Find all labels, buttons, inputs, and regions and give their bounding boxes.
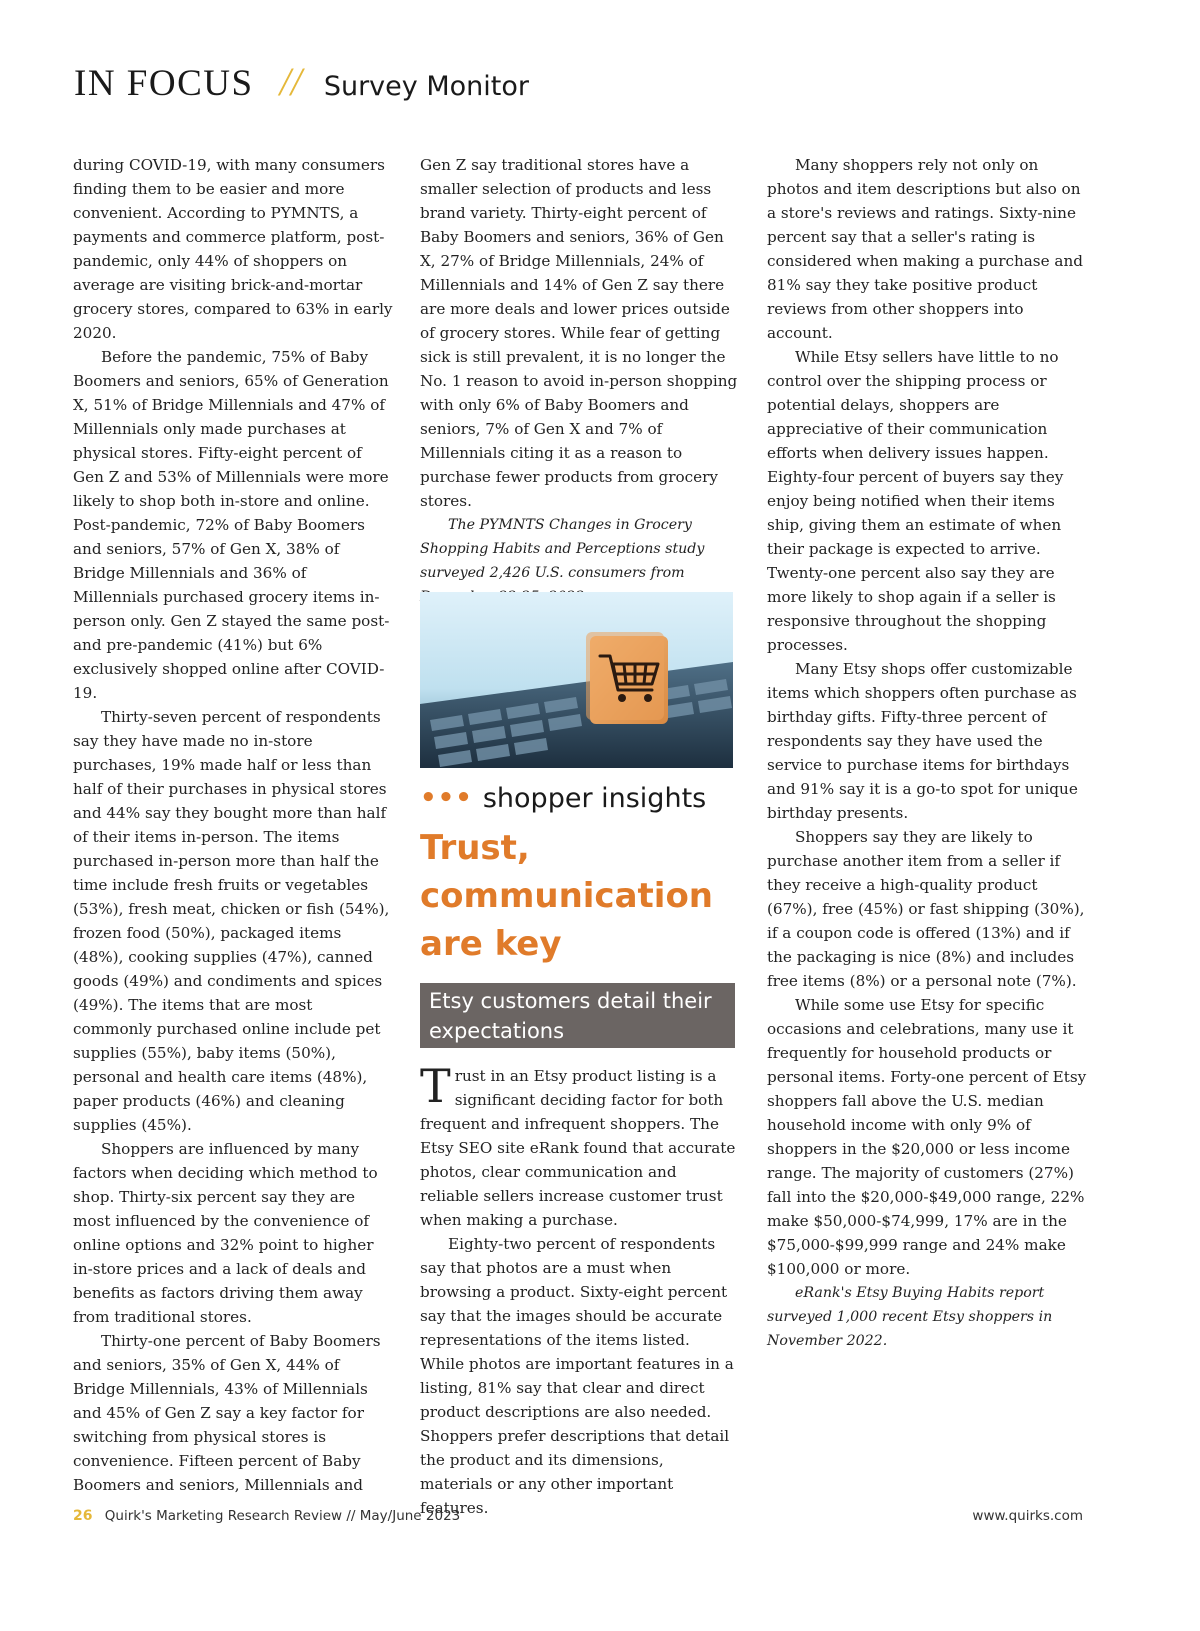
kicker-label: shopper insights [482, 782, 707, 814]
shopping-cart-icon [420, 592, 733, 768]
headline-line: Trust, [420, 828, 530, 868]
paragraph: Thirty-seven percent of respondents say they have made no in-store purchases, 19% made half or less than half of their purchases in physical stores and 44% say they bought more than half of their items in-person. The items purchased in-person more than half the time include fresh fruits or vegetables (53%), fresh meat, chicken or fish (54%), frozen food (50%), packaged items (48%), cooking supplies (47%), canned goods (49%) and condiments and spices (49%). The items that are most commonly purchased online include pet supplies (55%), baby items (50%), personal and health care items (48%), paper products (46%) and cleaning supplies (45%). [73, 708, 390, 1134]
paragraph: Thirty-one percent of Baby Boomers and seniors, 35% of Gen X, 44% of Bridge Millennials, 43% of Millennials and 45% of Gen Z say a key factor for switching from physical stores is convenience. Fifteen percent of Baby Boomers and seniors, Millennials and [73, 1332, 381, 1494]
headline-line: communication [420, 876, 714, 916]
study-citation: The PYMNTS Changes in Grocery Shopping Habits and Perceptions study surveyed 2,426 U.S. consumers from [420, 517, 705, 581]
article-column-3 [767, 153, 1087, 1353]
section-title: IN FOCUS [74, 63, 254, 104]
feature-subhead: Etsy customers detail their expectations [420, 983, 735, 1048]
header-separator: // [279, 59, 302, 104]
feature-kicker [420, 780, 740, 816]
page-number: 26 [73, 1508, 93, 1524]
feature-heading [420, 780, 740, 968]
headline-line: are key [420, 924, 562, 964]
feature-headline [420, 824, 740, 968]
paragraph: Many shoppers rely not only on photos and item descriptions but also on a store's reviews and ratings. Sixty-nine percent say that a seller's rating is considered when making a purchase and 81% say they take positive product reviews from other shoppers into account. [767, 156, 1083, 342]
first-paragraph-text: rust in an Etsy product listing is a significant deciding factor for both frequent and infrequent shoppers. The Etsy SEO site eRank found that accurate photos, clear communication and reliable sellers increase customer trust when making a purchase. [420, 1067, 736, 1229]
kicker-dots-icon: ••• [420, 783, 473, 813]
section-subtitle: Survey Monitor [323, 71, 529, 102]
publication-info: Quirk's Marketing Research Review // May/June 2023 [104, 1508, 461, 1524]
paragraph: during COVID-19, with many consumers finding them to be easier and more convenient. According to PYMNTS, a payments and commerce platform, post-pandemic, only 44% of shoppers on average are visiting brick-and-mortar grocery stores, compared to 63% in early 2020. [73, 156, 393, 342]
page-footer [73, 1508, 1083, 1534]
drop-cap: T [420, 1059, 451, 1113]
paragraph: Many Etsy shops offer customizable items which shoppers often purchase as birthday gifts. Fifty-three percent of respondents say they have used the service to purchase items for birthdays and 91% say it is a go-to spot for unique birthday presents. [767, 660, 1078, 822]
paragraph [420, 1059, 738, 1232]
article-column-2 [420, 153, 738, 609]
shopping-cart-photo [420, 592, 733, 768]
paragraph: While Etsy sellers have little to no control over the shipping process or potential delays, shoppers are appreciative of their communication efforts when delivery issues happen. Eighty-four percent of buyers say they enjoy being notified when their items ship, giving them an estimate of when their package is expected to arrive. Twenty-one percent also say they are more likely to shop again if a seller is responsive throughout the shopping processes. [767, 348, 1064, 654]
article-column-1 [73, 153, 393, 1497]
website-link[interactable]: www.quirks.com [972, 1508, 1083, 1524]
paragraph: Shoppers are influenced by many factors when deciding which method to shop. Thirty-six percent say they are most influenced by the convenience of online options and 32% point to higher in-store prices and a lack of deals and benefits as factors driving them away from traditional stores. [73, 1140, 378, 1326]
paragraph: Shoppers say they are likely to purchase another item from a seller if they receive a high-quality product (67%), free (45%) or fast shipping (30%), if a coupon code is offered (13%) and if the packaging is nice (8%) and includes free items (8%) or a personal note (7%). [767, 828, 1085, 990]
feature-body [420, 1059, 738, 1520]
paragraph: Before the pandemic, 75% of Baby Boomers and seniors, 65% of Generation X, 51% of Bridge Millennials and 47% of Millennials only made purchases at physical stores. Fifty-eight percent of Gen Z and 53% of Millennials were more likely to shop both in-store and online. Post-pandemic, 72% of Baby Boomers and seniors, 57% of Gen X, 38% of Bridge Millennials and 36% of Millennials purchased grocery items in-person only. Gen Z stayed the same post- and pre-pandemic (41%) but 6% exclusively shopped online after COVID-19. [73, 348, 390, 702]
paragraph: Gen Z say traditional stores have a smaller selection of products and less brand variety. Thirty-eight percent of Baby Boomers and seniors, 36% of Gen X, 27% of Bridge Millennials, 24% of Millennials and 14% of Gen Z say there are more deals and lower prices outside of grocery stores. While fear of getting sick is still prevalent, it is no longer the No. 1 reason to avoid in-person shopping with only 6% of Baby Boomers and seniors, 7% of Gen X and 7% of Millennials citing it as a reason to purchase fewer products from grocery stores. [420, 156, 738, 510]
paragraph: Eighty-two percent of respondents say that photos are a must when browsing a product. Sixty-eight percent say that the images should be accurate representations of the items listed. While photos are important features in a listing, 81% say that clear and direct product descriptions are also needed. Shoppers prefer descriptions that detail the product and its dimensions, materials or any other important features. [420, 1235, 734, 1517]
paragraph: While some use Etsy for specific occasions and celebrations, many use it frequently for household products or personal items. Forty-one percent of Etsy shoppers fall above the U.S. median household income with only 9% of shoppers in the $20,000 or less income range. The majority of customers (27%) fall into the $20,000-$49,000 range, 22% make $50,000-$74,999, 17% are in the $75,000-$99,999 range and 24% make $100,000 or more. [767, 996, 1087, 1278]
page-header [74, 58, 529, 108]
report-citation: eRank's Etsy Buying Habits report surveyed 1,000 recent Etsy shoppers in November 2022. [767, 1285, 1053, 1349]
